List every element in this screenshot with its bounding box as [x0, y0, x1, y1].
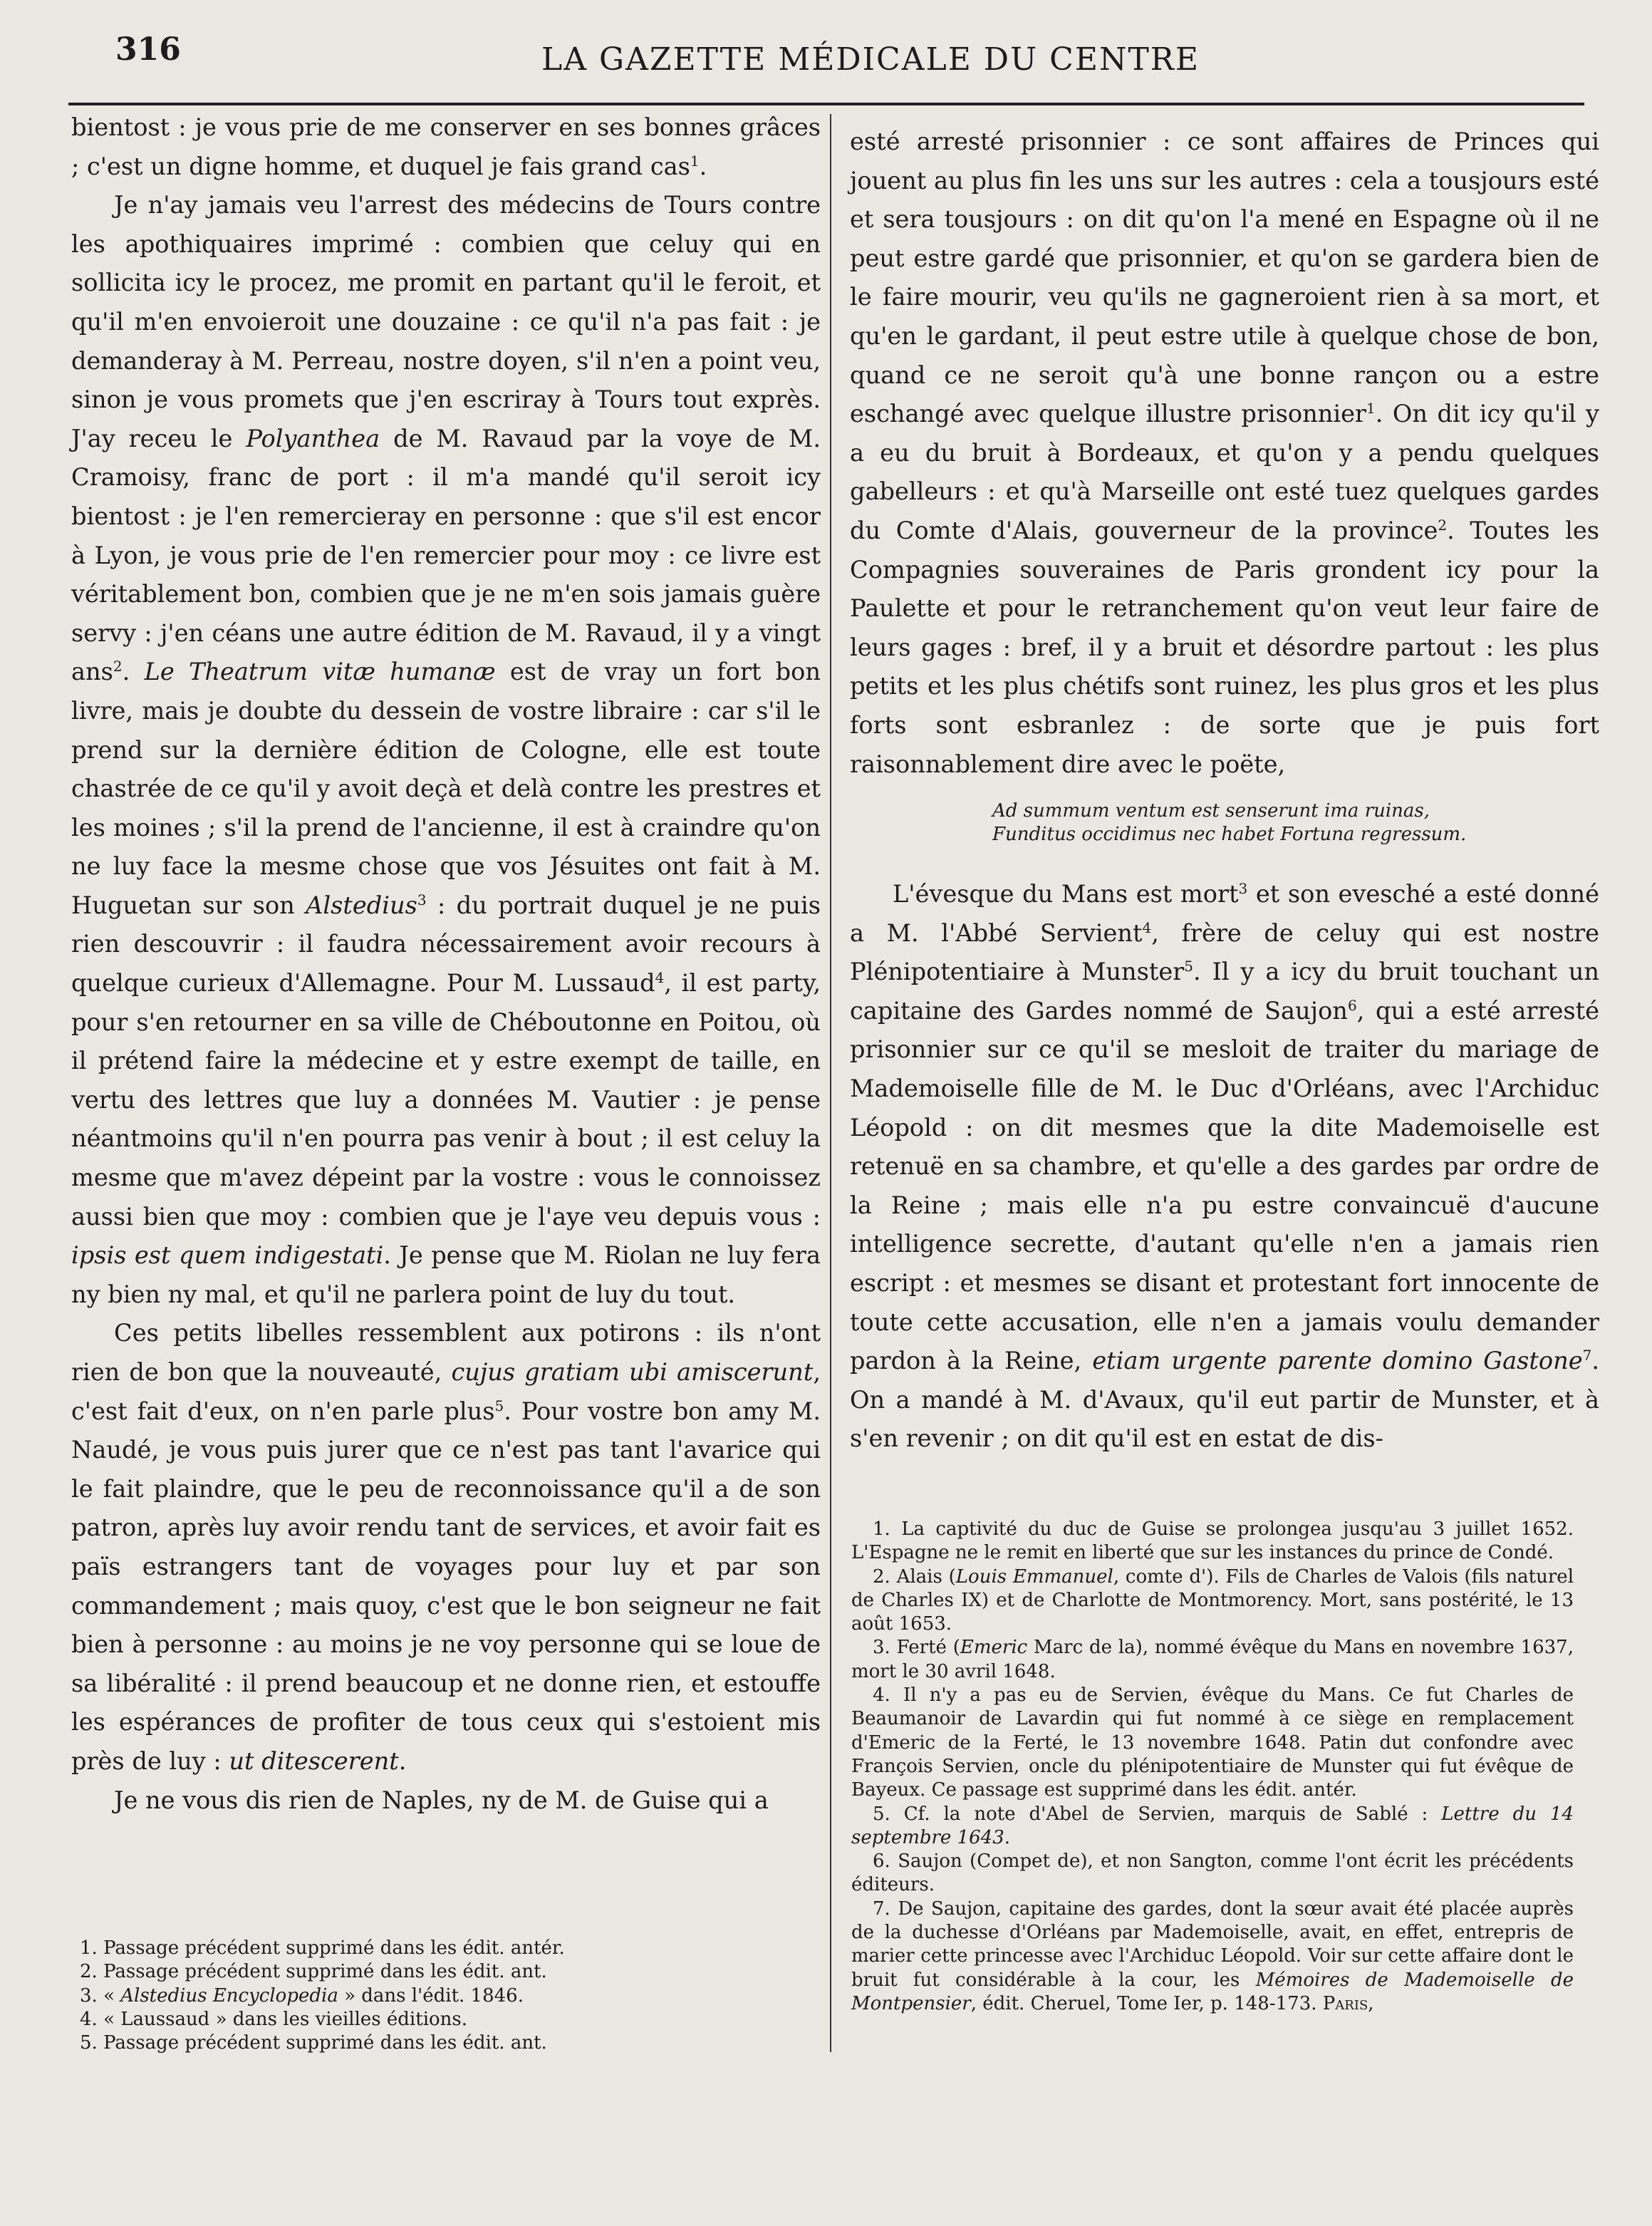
paragraph: Je ne vous dis rien de Naples, ny de M. de Guise qui a [114, 1786, 769, 1814]
page-header [0, 0, 1652, 107]
footnotes-left [80, 1937, 814, 2055]
verse-line: Ad summum ventum est senserunt ima ruinas, [992, 800, 1430, 822]
verse-quotation [992, 799, 1599, 847]
footnote: 5. Passage précédent supprimé dans les édit. ant. [80, 2032, 547, 2054]
footnote: 3. « Alstedius Encyclopedia » dans l'édit. 1846. [80, 1984, 524, 2007]
footnote: 2. Alais (Louis Emmanuel, comte d'). Fils de Charles de Valois (fils naturel de Charles IX) et de Charlotte de Montmorency. Mort, sans postérité, le 13 août 1653. [851, 1565, 1574, 1635]
header-rule [68, 103, 1584, 105]
footnote: 4. Il n'y a pas eu de Servien, évêque du Mans. Ce fut Charles de Beaumanoir de Lavardin qui fut nommé à ce siège en remplacement d'Emeric de la Ferté, le 13 novembre 1648. Patin dut confondre avec François Servien, oncle du plénipotentiaire de Munster qui fut évêque de Bayeux. Ce passage est supprimé dans les édit. antér. [851, 1684, 1574, 1801]
paragraph: Je n'ay jamais veu l'arrest des médecins de Tours contre les apothiquaires imprimé : combien que celuy qui en sollicita icy le procez, me promit en partant qu'il le feroit, et qu'il m'en envoieroit une douzaine : ce qu'il n'a pas fait : je demanderay à M. Perreau, nostre doyen, s'il n'en a point veu, sinon je vous promets que j'en escriray à Tours tout exprès. J'ay receu le Polyanthea de M. Ravaud par la voye de M. Cramoisy, franc de port : il m'a mandé qu'il seroit icy bientost : je l'en remercieray en personne : que s'il est encor à Lyon, je vous prie de l'en remercier pour moy : ce livre est véritablement bon, combien que je ne m'en sois jamais guère servy : j'en céans une autre édition de M. Ravaud, il y a vingt ans$^2$. Le Theatrum vitæ humanæ est de vray un fort bon livre, mais je doubte du dessein de vostre libraire : car s'il le prend sur la dernière édition de Cologne, elle est toute chastrée de ce qu'il y avoit deçà et delà contre les prestres et les moines ; s'il la prend de l'ancienne, il est à craindre qu'on ne luy face la mesme chose que vos Jésuites ont fait à M. Huguetan sur son Alstedius$^3$ : du portrait duquel je ne puis rien descouvrir : il faudra nécessairement avoir recours à quelque curieux d'Allemagne. Pour M. Lussaud$^4$, il est party, pour s'en retourner en sa ville de Chéboutonne en Poitou, où il prétend faire la médecine et y estre exempt de taille, en vertu des lettres que luy a données M. Vautier : je pense néantmoins qu'il n'en pourra pas venir à bout ; il est celuy la mesme que m'avez dépeint par la vostre : vous le connoissez aussi bien que moy : combien que je l'aye veu depuis vous : ipsis est quem indigestati. Je pense que M. Riolan ne luy fera ny bien ny mal, et qu'il ne parlera point de luy du tout. [71, 191, 821, 1308]
page-number: 316 [115, 31, 181, 68]
footnote: 7. De Saujon, capitaine des gardes, dont la sœur avait été placée auprès de la duchesse d'Orléans par Mademoiselle, avait, en effet, entrepris de marier cette princesse avec l'Archiduc Léopold. Voir sur cette affaire dont le bruit fut considérable à la cour, les Mémoires de Mademoiselle de Montpensier, édit. Cheruel, Tome Ier, p. 148-173. Paris, [851, 1898, 1574, 2014]
footnote: 2. Passage précédent supprimé dans les édit. ant. [80, 1961, 547, 1983]
running-title: LA GAZETTE MÉDICALE DU CENTRE [541, 41, 1200, 78]
paragraph: esté arresté prisonnier : ce sont affaires de Princes qui jouent au plus fin les uns sur les autres : cela a tousjours esté et sera tousjours : on dit qu'on l'a mené en Espagne où il ne peut estre gardé que prisonnier, et qu'on se gardera bien de le faire mourir, veu qu'ils ne gagneroient rien à sa mort, et qu'en le gardant, il peut estre utile à quelque chose de bon, quand ce ne seroit qu'à une bonne rançon ou a estre eschangé avec quelque illustre prisonnier$^1$. On dit icy qu'il y a eu du bruit à Bordeaux, et qu'on y a pendu quelques gabelleurs : et qu'à Marseille ont esté tuez quelques gardes du Comte d'Alais, gouverneur de la province$^2$. Toutes les Compagnies souveraines de Paris grondent icy pour la Paulette et pour le retranchement qu'on veut leur faire de leurs gages : bref, il y a bruit et désordre partout : les plus petits et les plus chétifs sont ruinez, les plus gros et les plus forts sont esbranlez : de sorte que je puis fort raisonnablement dire avec le poëte, [850, 128, 1600, 778]
column-divider [830, 114, 831, 2052]
right-column [850, 123, 1599, 1459]
footnote: 5. Cf. la note d'Abel de Servien, marquis de Sablé : Lettre du 14 septembre 1643. [851, 1803, 1574, 1848]
footnote: 3. Ferté (Emeric Marc de la), nommé évêque du Mans en novembre 1637, mort le 30 avril 1648. [851, 1637, 1574, 1682]
paragraph: bientost : je vous prie de me conserver en ses bonnes grâces ; c'est un digne homme, et duquel je fais grand cas$^1$. [71, 113, 821, 180]
footnote: 1. La captivité du duc de Guise se prolongea jusqu'au 3 juillet 1652. L'Espagne ne le remit en liberté que sur les instances du prince de Condé. [851, 1518, 1574, 1564]
verse-line: Funditus occidimus nec habet Fortuna regressum. [992, 824, 1467, 846]
footnote: 6. Saujon (Compet de), et non Sangton, comme l'ont écrit les précédents éditeurs. [851, 1850, 1574, 1896]
paragraph: L'évesque du Mans est mort$^3$ et son evesché a esté donné a M. l'Abbé Servient$^4$, frère de celuy qui est nostre Plénipotentiaire à Munster$^5$. Il y a icy du bruit touchant un capitaine des Gardes nommé de Saujon$^6$, qui a esté arresté prisonnier sur ce qu'il se mesloit de traiter du mariage de Mademoiselle fille de M. le Duc d'Orléans, avec l'Archiduc Léopold : on dit mesmes que la dite Mademoiselle est retenuë en sa chambre, et qu'elle a des gardes par ordre de la Reine ; mais elle n'a pu estre convaincuë d'aucune intelligence secrette, d'autant qu'elle n'en a jamais rien escript : et mesmes se disant et protestant fort innocente de toute cette accusation, elle n'en a jamais voulu demander pardon à la Reine, etiam urgente parente domino Gastone$^7$. On a mandé à M. d'Avaux, qu'il eut partir de Munster, et à s'en revenir ; on dit qu'il est en estat de dis- [850, 879, 1600, 1453]
paragraph: Ces petits libelles ressemblent aux potirons : ils n'ont rien de bon que la nouveauté, cujus gratiam ubi amiscerunt, c'est fait d'eux, on n'en parle plus$^5$. Pour vostre bon amy M. Naudé, je vous puis jurer que ce n'est pas tant l'avarice qui le fait plaindre, que le peu de reconnoissance qu'il a de son patron, après luy avoir rendu tant de services, et avoir fait es païs estrangers tant de voyages pour luy et par son commandement ; mais quoy, c'est que le bon seigneur ne fait bien à personne : au moins je ne voy personne qui se loue de sa libéralité : il prend beaucoup et ne donne rien, et estouffe les espérances de profiter de tous ceux qui s'estoient mis près de luy : ut ditescerent. [71, 1319, 821, 1775]
footnote: 4. « Laussaud » dans les vieilles éditions. [80, 2008, 468, 2030]
left-column [71, 108, 821, 1820]
footnote: 1. Passage précédent supprimé dans les édit. antér. [80, 1937, 565, 1959]
footnotes-right [851, 1518, 1574, 2016]
